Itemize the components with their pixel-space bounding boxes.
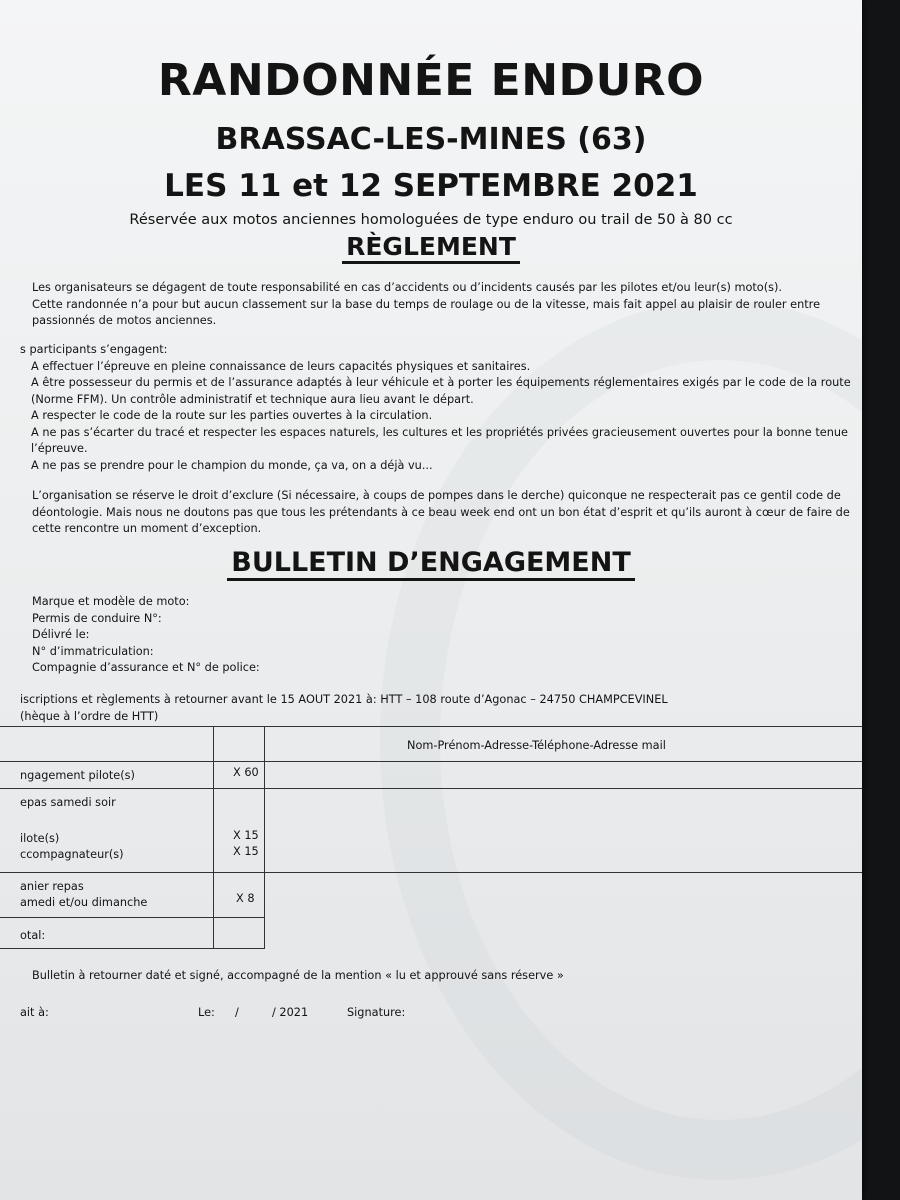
registration-table — [0, 726, 862, 949]
reglement-intro — [32, 280, 820, 330]
text-line: A ne pas s’écarter du tracé et respecter les espaces naturels, les cultures et les propriétés privées gracieusement ouvertes pour la bonne tenue — [31, 425, 848, 439]
text-line: Les organisateurs se dégagent de toute responsabilité en cas d’accidents ou d’incidents causés par les pilotes et/ou leur(s) moto(s). — [32, 281, 783, 294]
text-line: déontologie. Mais nous ne doutons pas que tous les prétendants à ce beau week end ont un bon état d’esprit et qu’ils auront à cœur de faire de — [32, 505, 850, 519]
reglement-outro — [32, 488, 850, 538]
label-total: otal: — [20, 929, 46, 942]
table-header-contact: Nom-Prénom-Adresse-Téléphone-Adresse mail — [407, 739, 666, 752]
fait-a-label: ait à: — [20, 1006, 49, 1019]
table-row — [0, 918, 862, 949]
bulletin-instructions — [20, 692, 668, 725]
date-label: Le: — [198, 1006, 215, 1019]
text-line: l’épreuve. — [31, 442, 88, 455]
reglement-engagements — [20, 342, 851, 474]
label-engagement: ngagement pilote(s) — [20, 769, 135, 782]
price-engagement: X 60 — [233, 766, 259, 779]
field-delivre: Délivré le: — [32, 628, 90, 641]
text-line: passionnés de motos anciennes. — [32, 314, 217, 327]
footer-note: Bulletin à retourner daté et signé, accompagné de la mention « lu et approuvé sans réserve » — [32, 969, 564, 982]
price-pilotes: X 15 — [233, 829, 259, 842]
text-line: (hèque à l’ordre de HTT) — [20, 709, 159, 723]
field-moto: Marque et modèle de moto: — [32, 595, 190, 608]
text-line: A effectuer l’épreuve en pleine connaissance de leurs capacités physiques et sanitaires. — [31, 359, 531, 373]
field-permis: Permis de conduire N°: — [32, 611, 162, 625]
input-total[interactable] — [214, 918, 265, 949]
text-line: cette rencontre un moment d’exception. — [32, 522, 262, 535]
table-row — [0, 762, 862, 789]
text-line: iscriptions et règlements à retourner avant le 15 AOUT 2021 à: HTT – 108 route d’Agonac – 24750 CHAMPCEVINEL — [20, 693, 668, 706]
input-panier[interactable] — [265, 873, 863, 918]
date-separator: / — [235, 1006, 239, 1019]
text-line: A respecter le code de la route sur les parties ouvertes à la circulation. — [31, 409, 433, 422]
bulletin-fields — [32, 594, 260, 677]
text-line: A être possesseur du permis et de l’assurance adaptés à leur véhicule et à porter les équipements réglementaires exigés par le code de la route — [31, 376, 851, 389]
page-title: RANDONNÉE ENDURO — [157, 55, 705, 106]
field-immatriculation: N° d’immatriculation: — [32, 644, 154, 658]
label-panier: anier repas — [20, 880, 84, 893]
event-subtitle: Réservée aux motos anciennes homologuées de type enduro ou trail de 50 à 80 cc — [129, 212, 733, 228]
input-engagement[interactable] — [265, 762, 863, 789]
table-row — [0, 789, 862, 873]
event-dates: LES 11 et 12 SEPTEMBRE 2021 — [164, 168, 698, 204]
input-repas[interactable] — [265, 789, 863, 873]
label-accompagnateurs: ccompagnateur(s) — [20, 848, 124, 861]
table-row — [0, 727, 862, 762]
text-line: s participants s’engagent: — [20, 343, 168, 356]
bulletin-heading: BULLETIN D’ENGAGEMENT — [0, 547, 862, 578]
reglement-heading: RÈGLEMENT — [0, 232, 862, 261]
field-assurance: Compagnie d’assurance et N° de police: — [32, 661, 260, 674]
label-pilotes: ilote(s) — [20, 832, 60, 845]
price-accompagnateurs: X 15 — [233, 845, 259, 858]
price-panier: X 8 — [236, 892, 255, 905]
text-line: A ne pas se prendre pour le champion du monde, ça va, on a déjà vu... — [31, 458, 433, 472]
date-year: / 2021 — [272, 1006, 309, 1019]
text-line: L’organisation se réserve le droit d’exclure (Si nécessaire, à coups de pompes dans le derche) quiconque ne respecterait pas ce gentil code de — [32, 489, 841, 502]
event-location: BRASSAC-LES-MINES (63) — [215, 122, 647, 157]
signature-label: Signature: — [347, 1006, 406, 1019]
text-line: Cette randonnée n’a pour but aucun classement sur la base du temps de roulage ou de la vitesse, mais fait appel au plaisir de rouler entre — [32, 297, 821, 311]
text-line: (Norme FFM). Un contrôle administratif et technique aura lieu avant le départ. — [31, 392, 474, 406]
label-repas: epas samedi soir — [20, 796, 116, 809]
label-panier-jours: amedi et/ou dimanche — [20, 896, 148, 909]
table-row — [0, 873, 862, 918]
